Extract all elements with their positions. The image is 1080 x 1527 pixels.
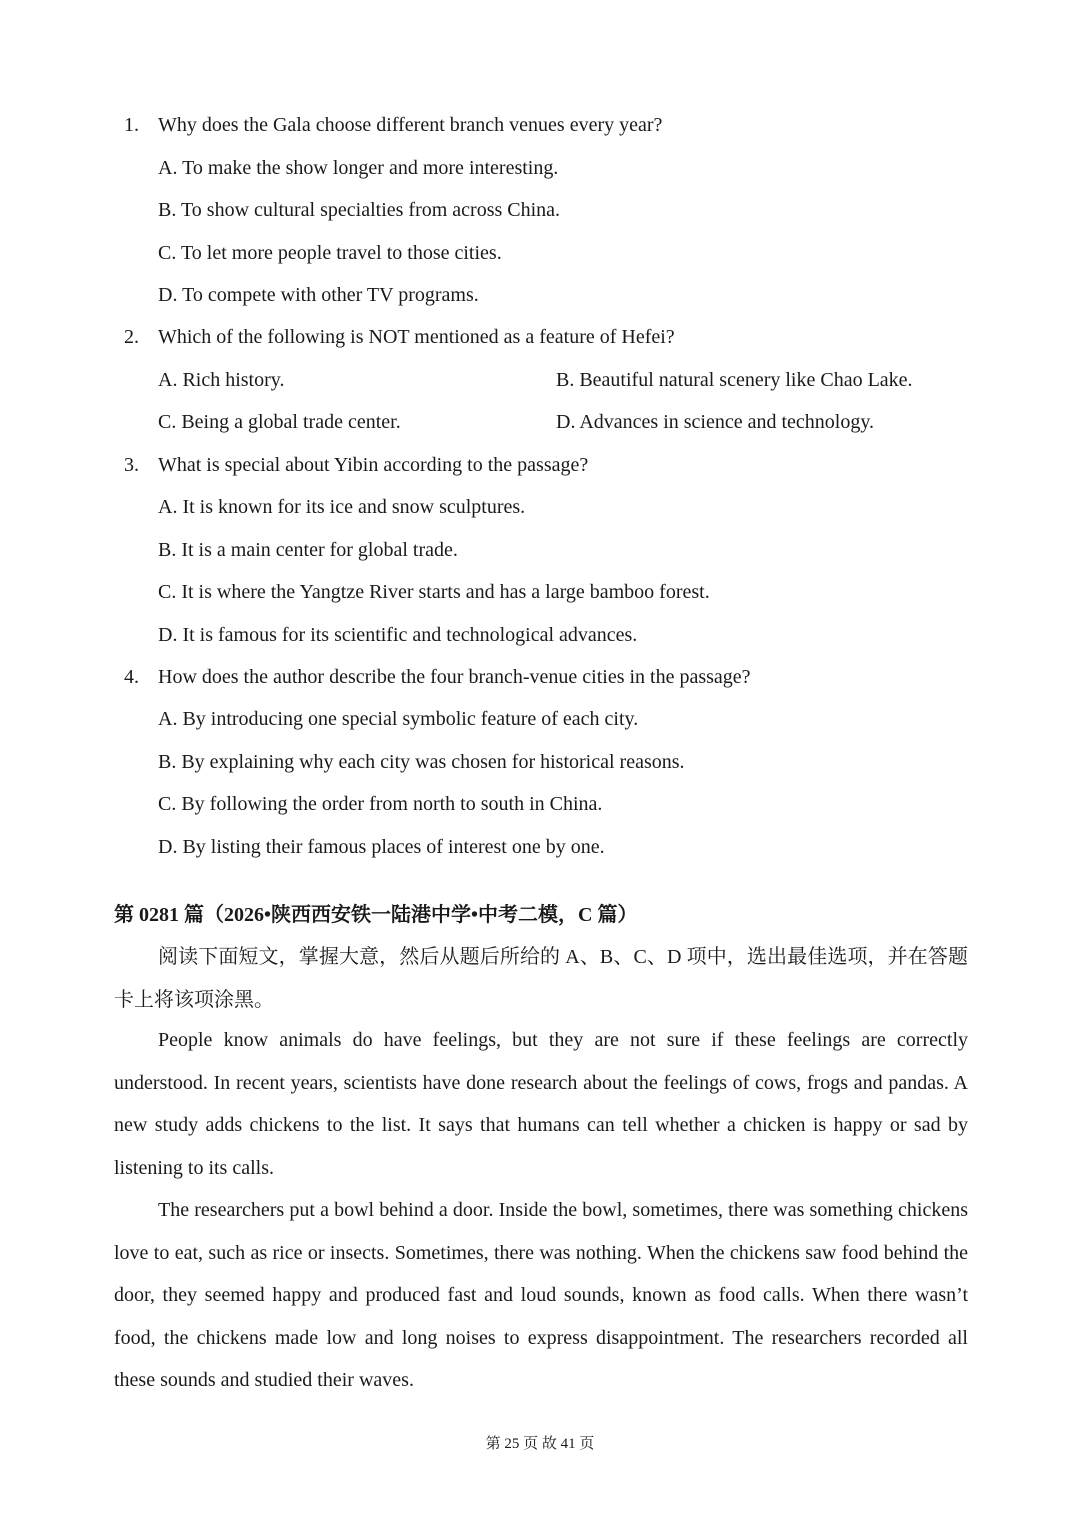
question-1-number: 1.: [124, 114, 139, 136]
question-4-option-c: C. By following the order from north to south in China.: [158, 793, 603, 815]
question-1-option-c: C. To let more people travel to those cities.: [158, 242, 502, 264]
question-1-option-d: D. To compete with other TV programs.: [158, 284, 479, 306]
question-3-option-d: D. It is famous for its scientific and technological advances.: [158, 624, 638, 646]
question-2-text: Which of the following is NOT mentioned as a feature of Hefei?: [158, 326, 675, 348]
question-2-option-c: C. Being a global trade center.: [158, 411, 401, 433]
question-2-option-a: A. Rich history.: [158, 369, 285, 391]
question-4-text: How does the author describe the four branch-venue cities in the passage?: [158, 666, 751, 688]
question-1-option-b: B. To show cultural specialties from across China.: [158, 199, 561, 221]
question-2-number: 2.: [124, 326, 139, 348]
question-4-number: 4.: [124, 666, 139, 688]
question-4-option-b: B. By explaining why each city was chosen for historical reasons.: [158, 751, 685, 773]
passage-paragraph-1: People know animals do have feelings, but they are not sure if these feelings are correctly understood. In recent years, scientists have done research about the feelings of cows, frogs and pandas. A new study adds chickens to the list. It says that humans can tell whether a chicken is happy or sad by listening to its calls.: [114, 1029, 968, 1179]
question-2-option-d: D. Advances in science and technology.: [556, 411, 875, 433]
passage-paragraph-2: The researchers put a bowl behind a door. Inside the bowl, sometimes, there was something chickens love to eat, such as rice or insects. Sometimes, there was nothing. When the chickens saw food behind the door, they seemed happy and produced fast and loud sounds, known as food calls. When there wasn’t food, the chickens made low and long noises to express disappointment. The researchers recorded all these sounds and studied their waves.: [114, 1199, 968, 1391]
question-2-option-b: B. Beautiful natural scenery like Chao Lake.: [556, 369, 913, 391]
page-number-footer: 第 25 页 故 41 页: [485, 1436, 595, 1452]
question-3-number: 3.: [124, 454, 139, 476]
question-3-option-a: A. It is known for its ice and snow sculptures.: [158, 496, 526, 518]
question-1-text: Why does the Gala choose different branch venues every year?: [158, 114, 663, 136]
section-instruction: 阅读下面短文，掌握大意，然后从题后所给的 A、B、C、D 项中，选出最佳选项，并在答题卡上将该项涂黑。: [114, 946, 968, 1011]
question-3-text: What is special about Yibin according to the passage?: [158, 454, 589, 476]
question-3-option-c: C. It is where the Yangtze River starts and has a large bamboo forest.: [158, 581, 710, 603]
question-1-option-a: A. To make the show longer and more interesting.: [158, 157, 559, 179]
section-heading: 第 0281 篇（2026•陕西西安铁一陆港中学•中考二模，C 篇）: [114, 904, 638, 926]
question-4-option-d: D. By listing their famous places of interest one by one.: [158, 836, 605, 858]
question-4-option-a: A. By introducing one special symbolic feature of each city.: [158, 708, 639, 730]
question-3-option-b: B. It is a main center for global trade.: [158, 539, 458, 561]
